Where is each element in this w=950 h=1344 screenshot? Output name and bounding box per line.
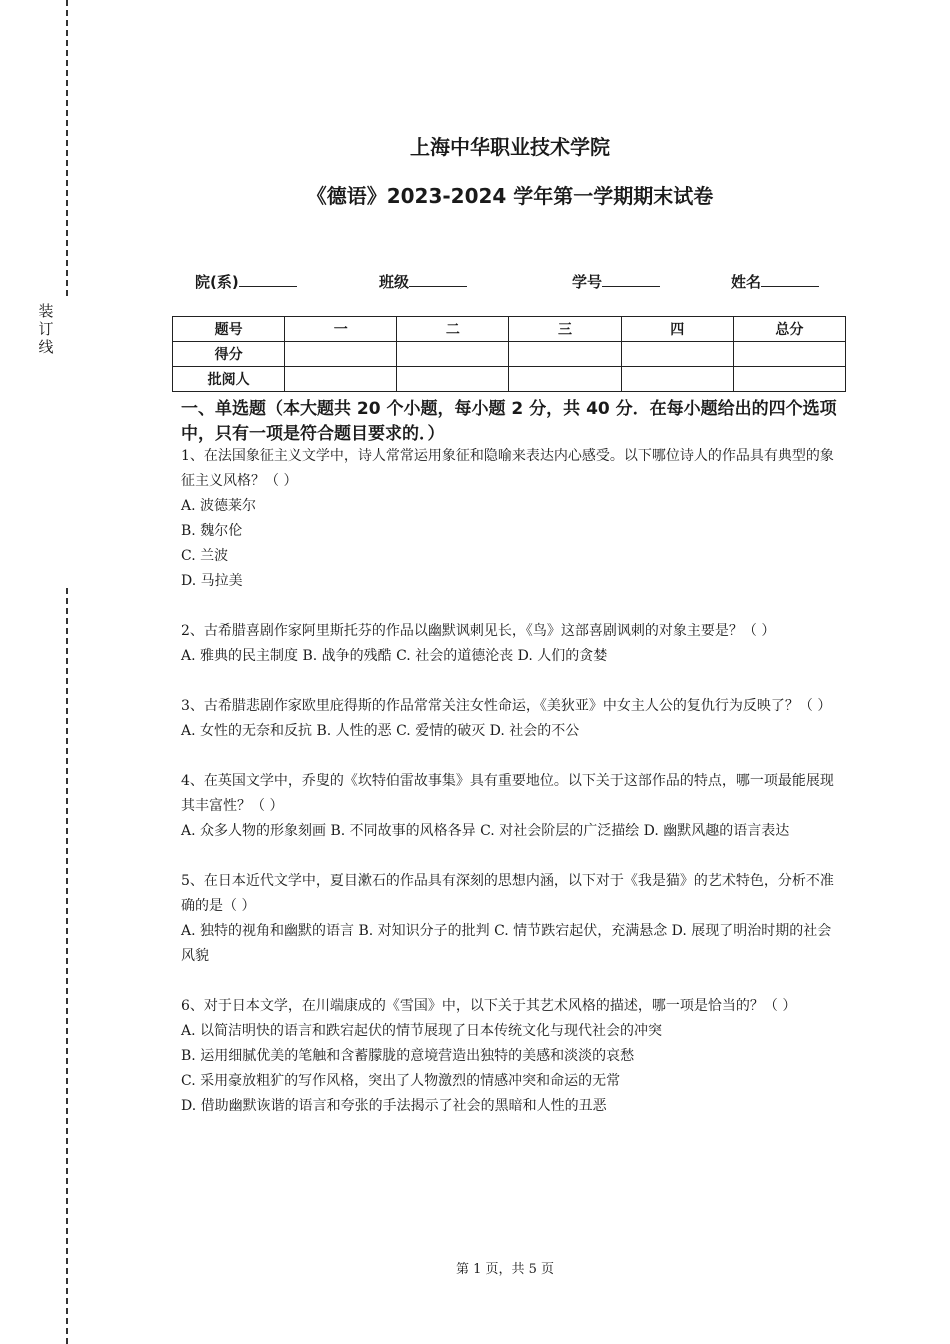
option-a: A. 以简洁明快的语言和跌宕起伏的情节展现了日本传统文化与现代社会的冲突 [181,1023,663,1039]
question-text: 5、在日本近代文学中，夏目漱石的作品具有深刻的思想内涵，以下对于《我是猫》的艺术特色，分析不准确的是（ ） [181,873,834,914]
info-blank[interactable] [761,270,819,287]
option-c: C. 兰波 [181,548,229,564]
score-cell [621,342,733,367]
question-text: 4、在英国文学中，乔叟的《坎特伯雷故事集》具有重要地位。以下关于这部作品的特点，哪一项最能展现其丰富性？（ ） [181,773,834,814]
question-3 [181,694,845,744]
option-b: B. 魏尔伦 [181,523,243,539]
binding-label [38,302,54,356]
score-cell [397,367,509,392]
info-label: 班级 [379,273,410,291]
score-table [172,316,846,392]
option-a: A. 波德莱尔 [181,498,257,514]
score-cell [285,342,397,367]
option-d: D. 马拉美 [181,573,243,589]
score-header-cell: 总分 [733,317,845,342]
question-list [181,444,845,1144]
school-title: 上海中华职业技术学院 [410,135,610,159]
info-blank[interactable] [602,270,660,287]
question-text: 3、古希腊悲剧作家欧里庇得斯的作品常常关注女性命运，《美狄亚》中女主人公的复仇行为反映了？（ ） [181,698,832,714]
binding-char: 订 [38,320,54,338]
info-field-name [731,270,819,292]
question-6 [181,994,845,1119]
info-label: 姓名 [731,273,762,291]
score-row-label: 批阅人 [173,367,285,392]
option-c: C. 采用豪放粗犷的写作风格，突出了人物激烈的情感冲突和命运的无常 [181,1073,621,1089]
score-header-cell: 四 [621,317,733,342]
info-label: 院(系) [195,273,239,291]
score-table-row [173,367,846,392]
question-2 [181,619,845,669]
question-4 [181,769,845,844]
score-cell [621,367,733,392]
question-options: A. 女性的无奈和反抗 B. 人性的恶 C. 爱情的破灭 D. 社会的不公 [181,723,580,739]
question-text: 1、在法国象征主义文学中，诗人常常运用象征和隐喻来表达内心感受。以下哪位诗人的作品具有典型的象征主义风格？（ ） [181,448,834,489]
binding-line-bottom [66,588,68,1344]
option-b: B. 运用细腻优美的笔触和含蓄朦胧的意境营造出独特的美感和淡淡的哀愁 [181,1048,635,1064]
info-field-class [379,270,467,292]
score-row-label: 得分 [173,342,285,367]
score-cell [733,367,845,392]
info-blank[interactable] [239,270,297,287]
score-header-cell: 二 [397,317,509,342]
info-field-student-id [572,270,660,292]
page-footer: 第 1 页，共 5 页 [455,1262,555,1277]
exam-title: 《德语》2023-2024 学年第一学期期末试卷 [306,184,714,208]
section-heading: 一、单选题（本大题共 20 个小题，每小题 2 分，共 40 分．在每小题给出的四个选项中，只有一项是符合题目要求的．） [181,399,837,444]
question-text: 2、古希腊喜剧作家阿里斯托芬的作品以幽默讽刺见长，《鸟》这部喜剧讽刺的对象主要是？（ ） [181,623,776,639]
info-field-department [195,270,297,292]
question-options: A. 雅典的民主制度 B. 战争的残酷 C. 社会的道德沦丧 D. 人们的贪婪 [181,648,608,664]
score-cell [509,367,621,392]
score-cell [285,367,397,392]
score-header-cell: 一 [285,317,397,342]
score-cell [509,342,621,367]
score-cell [733,342,845,367]
option-d: D. 借助幽默诙谐的语言和夸张的手法揭示了社会的黑暗和人性的丑恶 [181,1098,607,1114]
score-table-row [173,342,846,367]
binding-char: 装 [38,302,54,320]
question-options: A. 独特的视角和幽默的语言 B. 对知识分子的批判 C. 情节跌宕起伏，充满悬念 D. 展现了明治时期的社会风貌 [181,923,832,964]
question-options: A. 众多人物的形象刻画 B. 不同故事的风格各异 C. 对社会阶层的广泛描绘 D. 幽默风趣的语言表达 [181,823,790,839]
question-5 [181,869,845,969]
question-1 [181,444,845,594]
score-header-cell: 题号 [173,317,285,342]
info-label: 学号 [572,273,603,291]
score-table-header-row [173,317,846,342]
question-text: 6、对于日本文学，在川端康成的《雪国》中，以下关于其艺术风格的描述，哪一项是恰当的？（ ） [181,998,797,1014]
score-cell [397,342,509,367]
binding-char: 线 [38,338,54,356]
score-header-cell: 三 [509,317,621,342]
info-blank[interactable] [409,270,467,287]
